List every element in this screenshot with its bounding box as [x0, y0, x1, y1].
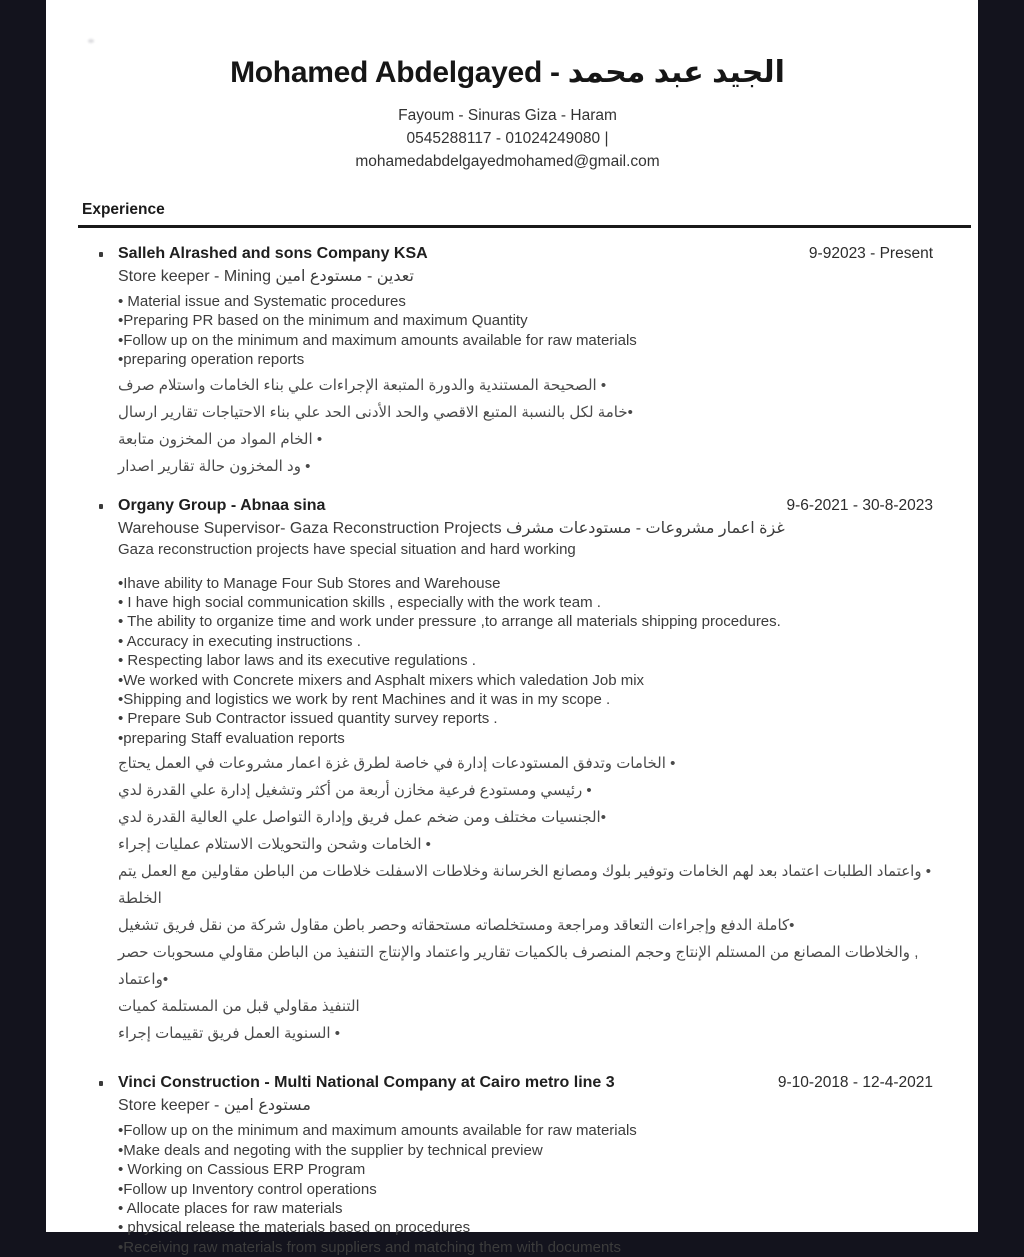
bullet-line: •Receiving raw materials from suppliers and matching them with documents [118, 1238, 621, 1256]
bullet-line: تشغيل‎ فريق‎ نقل‎ من‎ شركة‎ مقاول‎ باطن‎ وحصر‎ مستحقاته‎ ومستخلصاته‎ ومراجعة‎ التعاقد‎ وإجراءات‎ الدفع‎ كاملة‎• [118, 917, 795, 935]
bullets-english [118, 292, 933, 370]
bullet-line: • Respecting labor laws and its executive regulations . [118, 652, 476, 670]
scan-artifact [88, 39, 94, 43]
bullet-line: •Follow up Inventory control operations [118, 1180, 377, 1198]
bullet-line: ارسال‎ تقارير‎ الاحتياجات‎ بناء‎ علي‎ الحد‎ الأدنى‎ والحد‎ الاقصي‎ المتبع‎ بالنسبة‎ لكل‎ خامة‎• [118, 403, 633, 421]
job-header-row [118, 244, 933, 264]
bullet-line: •Ihave ability to Manage Four Sub Stores and Warehouse [118, 574, 501, 592]
job-dates: 9-10-2018 - 12-4-2021 [777, 1074, 933, 1092]
bullets-arabic [118, 750, 933, 1047]
bullet-line: •We worked with Concrete mixers and Asphalt mixers which valedation Job mix [118, 671, 645, 689]
bullet-line: •preparing operation reports [118, 351, 305, 369]
bullet-line: حصر‎ مسحوبات‎ مقاولي‎ الباطن‎ من‎ التنفيذ‎ والإنتاج‎ واعتماد‎ تقارير‎ بالكميات‎ المنصرف‎ وحجم‎ الإنتاج‎ المستلم‎ من‎ المصانع‎ والخلاطات‎ ,‎ واعتماد‎• [118, 944, 919, 989]
bullet-line: إجراء‎ عمليات‎ الاستلام‎ والتحويلات‎ وشحن‎ الخامات‎ • [118, 836, 431, 854]
bullet-line: •Preparing PR based on the minimum and maximum Quantity [118, 312, 528, 330]
job-bullet-icon [99, 504, 103, 509]
bullet-line: • Working on Cassious ERP Program [118, 1161, 366, 1179]
phone-line: 0545288117 - 01024249080 | [406, 130, 609, 147]
address-line: Fayoum - Sinuras Giza - Haram [398, 107, 617, 124]
bullet-line: • physical release the materials based on procedures [118, 1219, 471, 1237]
bullet-line: • Accuracy in executing instructions . [118, 632, 361, 650]
company-name: Salleh Alrashed and sons Company KSA [118, 245, 428, 262]
bullet-line: إجراء‎ تقييمات‎ فريق‎ العمل‎ السنوية‎ • [118, 1025, 341, 1043]
job-role: Store keeper - Mining امين‎ مستودع‎ -‎ تعدين [118, 268, 414, 285]
job-entry [82, 496, 933, 1048]
bullet-line: كميات‎ المستلمة‎ من‎ قبل‎ مقاولي‎ التنفيذ [118, 998, 360, 1016]
bullet-line: اصدار‎ تقارير‎ حالة‎ المخزون‎ ود‎ • [118, 457, 311, 475]
job-header-row [118, 496, 933, 516]
bullets-english [118, 574, 933, 749]
bullet-line: •Follow up on the minimum and maximum amounts available for raw materials [118, 331, 637, 349]
job-summary: Gaza reconstruction projects have special situation and hard working [118, 540, 576, 558]
bullet-line: • The ability to organize time and work under pressure ,to arrange all materials shipping procedures. [118, 613, 781, 631]
candidate-name: Mohamed Abdelgayed - محمد‎ عبد‎ الجيد [230, 56, 785, 89]
job-bullet-icon [99, 252, 103, 257]
bullet-line: •preparing Staff evaluation reports [118, 729, 345, 747]
bullet-line: الخلطة [118, 890, 162, 908]
bullet-line: لدي‎ القدرة‎ العالية‎ علي‎ التواصل‎ وإدارة‎ فريق‎ عمل‎ ضخم‎ ومن‎ مختلف‎ الجنسيات‎• [118, 809, 606, 827]
job-dates: 9-92023 - Present [808, 245, 933, 262]
email-line: mohamedabdelgayedmohamed@gmail.com [355, 153, 660, 170]
resume-page [46, 0, 978, 1256]
bullet-line: •Make deals and negoting with the supplier by technical preview [118, 1141, 543, 1159]
company-name: Vinci Construction - Multi National Company at Cairo metro line 3 [118, 1074, 615, 1092]
jobs-list [82, 244, 933, 1257]
company-name: Organy Group - Abnaa sina [118, 496, 326, 514]
bullet-line: • Material issue and Systematic procedures [118, 293, 406, 310]
job-entry [82, 1073, 933, 1257]
bullet-line: صرف‎ واستلام‎ الخامات‎ بناء‎ علي‎ الإجراءات‎ المتبعة‎ والدورة‎ المستندية‎ الصحيحة‎ • [118, 376, 607, 394]
section-divider [78, 225, 971, 228]
bullets-english [118, 1121, 933, 1257]
bullet-line: يتم‎ العمل‎ مع‎ مقاولين‎ الباطن‎ من‎ خلاطات‎ الاسفلت‎ وخلاطات‎ الخرسانة‎ ومصانع‎ بلوك‎ وتوفير‎ الخامات‎ لهم‎ بعد‎ اعتماد‎ الطلبات‎ واعتماد‎ • [118, 863, 931, 881]
job-header-row [118, 1073, 933, 1093]
bullet-line: لدي‎ القدرة‎ علي‎ إدارة‎ وتشغيل‎ أكثر‎ من‎ أربعة‎ مخازن‎ فرعية‎ ومستودع‎ رئيسي‎ • [118, 782, 592, 800]
job-entry [82, 244, 933, 480]
bullet-line: • Allocate places for raw materials [118, 1199, 343, 1217]
bullet-line: • Prepare Sub Contractor issued quantity survey reports . [118, 710, 498, 728]
bullet-line: يحتاج‎ العمل‎ في‎ مشروعات‎ اعمار‎ غزة‎ لطرق‎ خاصة‎ في‎ إدارة‎ المستودعات‎ وتدفق‎ الخامات‎ • [118, 755, 676, 773]
bullet-line: •Follow up on the minimum and maximum amounts available for raw materials [118, 1122, 637, 1140]
job-dates: 9-6-2021 - 30-8-2023 [786, 496, 933, 514]
bullet-line: متابعة‎ المخزون‎ من‎ المواد‎ الخام‎ • [118, 430, 323, 448]
contact-block [82, 104, 933, 173]
bullet-line: • I have high social communication skills , especially with the work team . [118, 594, 601, 612]
job-role: Warehouse Supervisor- Gaza Reconstruction Projects مشرف‎ مستودعات‎ -‎ مشروعات‎ اعمار‎ غزة [118, 519, 785, 537]
bullet-line: •Shipping and logistics we work by rent Machines and it was in my scope . [118, 691, 611, 709]
bullets-arabic [118, 372, 933, 480]
job-role: Store keeper - امين‎ مستودع [118, 1097, 311, 1115]
job-bullet-icon [99, 1081, 103, 1086]
experience-section-title: Experience [82, 201, 165, 218]
